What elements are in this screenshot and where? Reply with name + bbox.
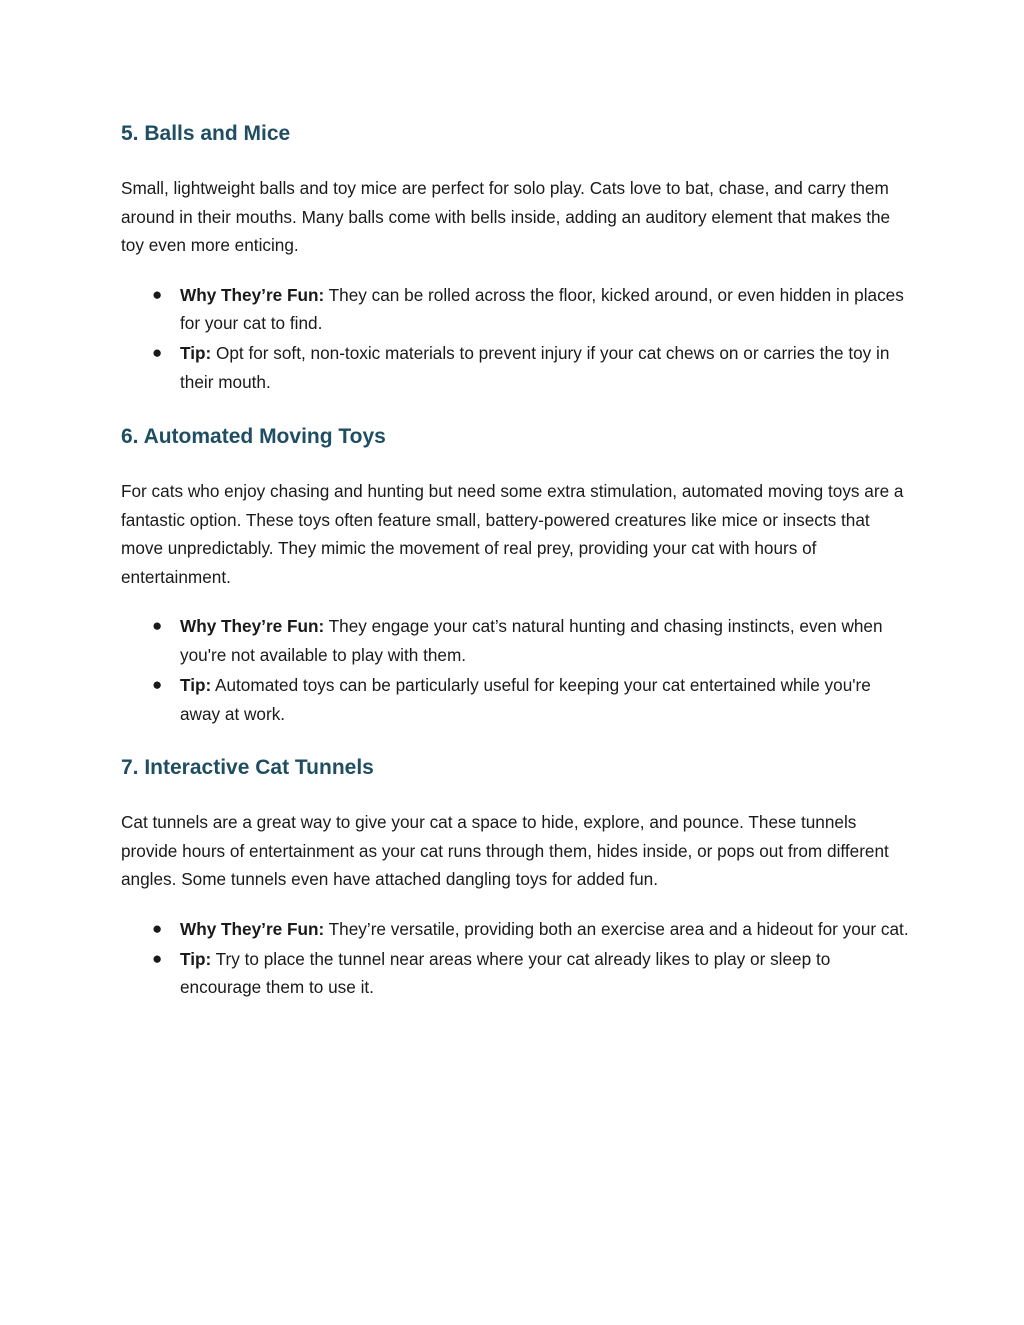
section-automated-moving-toys — [121, 423, 911, 730]
bullet-list — [121, 612, 911, 728]
section-paragraph: Cat tunnels are a great way to give your cat a space to hide, explore, and pounce. These tunnels provide hours of entertainment as your cat runs through them, hides inside, or pops out from different angles. Some tunnels even have attached dangling toys for added fun. — [121, 812, 889, 890]
bullet-text: Opt for soft, non-toxic materials to prevent injury if your cat chews on or carries the toy in their mouth. — [180, 343, 890, 393]
bullet-text: They engage your cat’s natural hunting and chasing instincts, even when you're not available to play with them. — [180, 616, 883, 665]
bullet-text: They can be rolled across the floor, kicked around, or even hidden in places for your cat to find. — [180, 284, 904, 334]
bullet-label: Why They’re Fun: — [180, 284, 325, 305]
bullet-text: Automated toys can be particularly useful for keeping your cat entertained while you're away at work. — [180, 675, 871, 724]
list-item — [121, 612, 911, 669]
bullet-list — [121, 915, 911, 1002]
bullet-label: Why They’re Fun: — [180, 616, 325, 637]
bullet-label: Tip: — [180, 948, 212, 969]
bullet-icon: ● — [152, 918, 163, 938]
bullet-text: Try to place the tunnel near areas where your cat already likes to play or sleep to encourage them to use it. — [180, 948, 831, 998]
bullet-label: Tip: — [180, 343, 212, 364]
section-paragraph: Small, lightweight balls and toy mice are perfect for solo play. Cats love to bat, chase, and carry them around in their mouths. Many balls come with bells inside, adding an auditory element that makes the toy even more enticing. — [121, 178, 891, 256]
bullet-icon: ● — [152, 616, 163, 636]
section-balls-and-mice — [121, 120, 911, 398]
list-item — [121, 945, 911, 1002]
bullet-label: Tip: — [180, 675, 212, 696]
bullet-list — [121, 281, 911, 397]
bullet-icon: ● — [152, 948, 163, 968]
section-interactive-cat-tunnels — [121, 754, 911, 1004]
list-item — [121, 281, 911, 338]
list-item — [121, 915, 911, 944]
bullet-icon: ● — [152, 284, 163, 304]
list-item — [121, 671, 911, 728]
bullet-text: They’re versatile, providing both an exercise area and a hideout for your cat. — [324, 918, 909, 939]
section-paragraph: For cats who enjoy chasing and hunting but need some extra stimulation, automated moving toys are a fantastic option. These toys often feature small, battery-powered creatures like mice or insects that move unpredictably. They mimic the movement of real prey, providing your cat with hours of entertainment. — [121, 481, 904, 587]
section-heading: 6. Automated Moving Toys — [121, 425, 386, 448]
section-heading: 5. Balls and Mice — [121, 122, 291, 145]
bullet-icon: ● — [152, 343, 163, 363]
list-item — [121, 339, 911, 396]
section-heading: 7. Interactive Cat Tunnels — [121, 756, 374, 779]
bullet-icon: ● — [152, 675, 163, 695]
bullet-label: Why They’re Fun: — [180, 918, 325, 939]
